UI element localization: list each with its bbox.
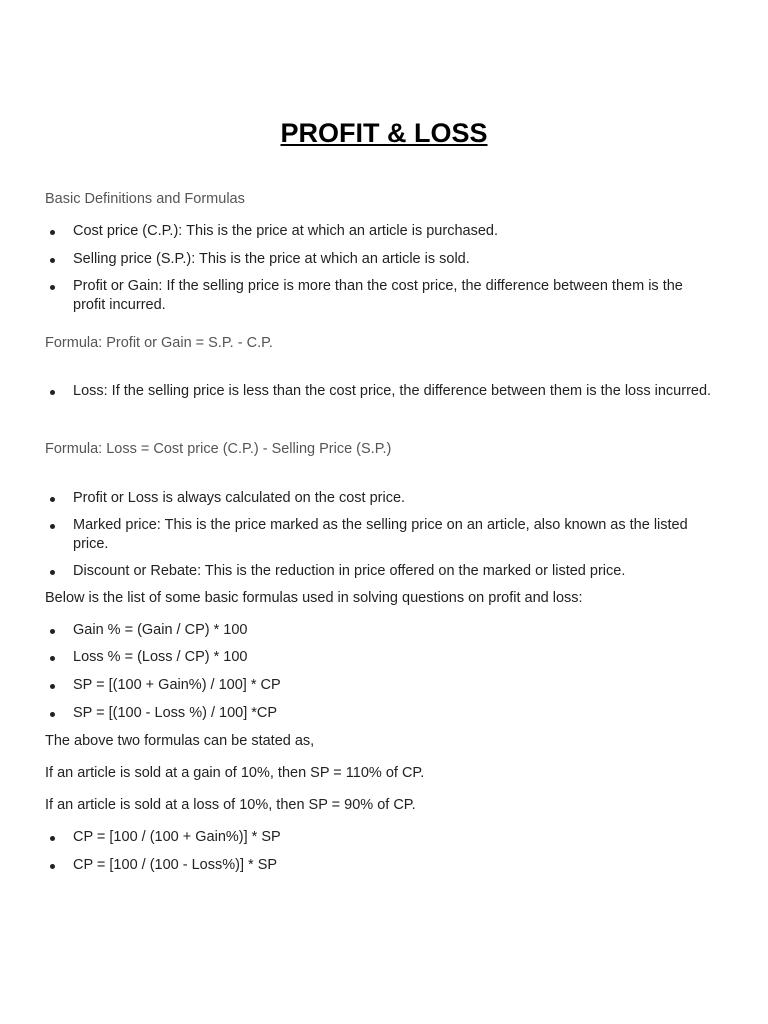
list-item — [45, 516, 715, 554]
statement: The above two formulas can be stated as, — [45, 733, 315, 749]
bullet-icon — [50, 836, 55, 841]
list-item-text: CP = [100 / (100 + Gain%)] * SP — [73, 829, 281, 845]
bullet-icon — [50, 390, 55, 395]
list-item — [45, 222, 715, 241]
statement: If an article is sold at a loss of 10%, then SP = 90% of CP. — [45, 797, 416, 813]
bullet-icon — [50, 258, 55, 263]
statement: If an article is sold at a gain of 10%, then SP = 110% of CP. — [45, 765, 425, 781]
list-item — [45, 250, 715, 269]
list-item — [45, 856, 715, 875]
list-item — [45, 621, 715, 640]
list-item-text: Profit or Gain: If the selling price is more than the cost price, the difference between them is the profit incurred. — [73, 278, 683, 313]
bullet-icon — [50, 712, 55, 717]
bullet-icon — [50, 285, 55, 290]
bullet-icon — [50, 497, 55, 502]
list-item — [45, 828, 715, 847]
bullet-icon — [50, 524, 55, 529]
list-item-text: SP = [(100 - Loss %) / 100] *CP — [73, 705, 278, 721]
bullet-icon — [50, 629, 55, 634]
list-item-text: Cost price (C.P.): This is the price at which an article is purchased. — [73, 223, 498, 239]
list-item-text: Profit or Loss is always calculated on the cost price. — [73, 490, 406, 506]
formula-profit: Formula: Profit or Gain = S.P. - C.P. — [45, 335, 273, 351]
list-item — [45, 704, 715, 723]
bullet-icon — [50, 656, 55, 661]
bullet-icon — [50, 570, 55, 575]
bullet-icon — [50, 864, 55, 869]
list-item — [45, 382, 715, 401]
list-item-text: Gain % = (Gain / CP) * 100 — [73, 622, 248, 638]
list-item-text: CP = [100 / (100 - Loss%)] * SP — [73, 857, 278, 873]
list-item-text: SP = [(100 + Gain%) / 100] * CP — [73, 677, 281, 693]
formula-loss: Formula: Loss = Cost price (C.P.) - Selling Price (S.P.) — [45, 441, 392, 457]
bullet-icon — [50, 230, 55, 235]
formulas-intro: Below is the list of some basic formulas used in solving questions on profit and loss: — [45, 590, 583, 606]
page-title: PROFIT & LOSS — [280, 118, 488, 148]
list-item-text: Loss % = (Loss / CP) * 100 — [73, 649, 248, 665]
list-item — [45, 648, 715, 667]
list-item-text: Marked price: This is the price marked as the selling price on an article, also known as the listed price. — [73, 517, 688, 552]
list-item-text: Discount or Rebate: This is the reduction in price offered on the marked or listed price. — [73, 563, 626, 579]
list-item — [45, 562, 715, 581]
section-subtitle: Basic Definitions and Formulas — [45, 191, 245, 207]
list-item-text: Selling price (S.P.): This is the price at which an article is sold. — [73, 251, 470, 267]
list-item — [45, 676, 715, 695]
list-item — [45, 277, 715, 315]
list-item — [45, 489, 715, 508]
list-item-text: Loss: If the selling price is less than the cost price, the difference between them is the loss incurred. — [73, 383, 712, 399]
bullet-icon — [50, 684, 55, 689]
